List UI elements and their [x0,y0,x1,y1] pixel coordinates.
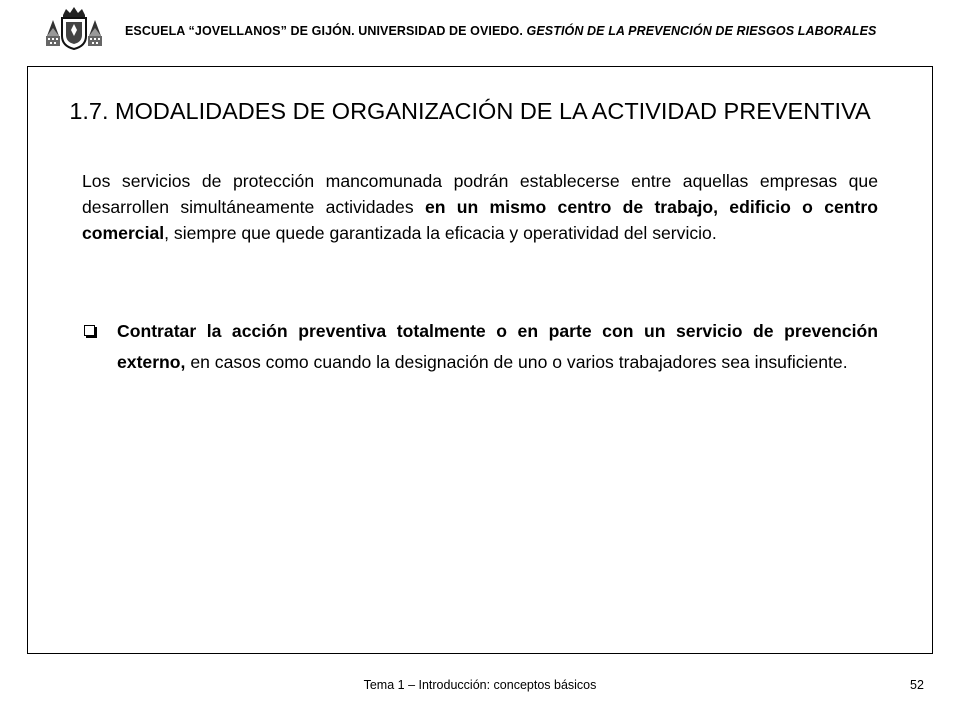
header-school: ESCUELA “JOVELLANOS” DE GIJÓN. UNIVERSIDAD DE OVIEDO. [125,24,523,38]
slide-title: 1.7. MODALIDADES DE ORGANIZACIÓN DE LA ACTIVIDAD PREVENTIVA [69,98,871,124]
intro-text-1: Los servicios de protección mancomunada podrán establecerse entre aquellas empresas que desarrollen simultáneamente actividades [82,171,878,217]
bullet-rest: en casos como cuando la designación de uno o varios trabajadores sea insuficiente. [185,352,848,372]
intro-paragraph [82,168,878,246]
intro-bold: en un mismo centro de trabajo, edificio o centro comercial [82,197,878,243]
bullet-text [117,316,878,378]
intro-text-2: , siempre que quede garantizada la eficacia y operatividad del servicio. [164,223,717,243]
checkbox-bullet-icon [84,325,95,336]
bullet-item [82,316,878,378]
university-crest-icon [44,6,104,50]
footer-topic: Tema 1 – Introducción: conceptos básicos [363,678,597,692]
page-number: 52 [910,678,924,692]
bullet-bold: Contratar la acción preventiva totalmente o en parte con un servicio de prevención externo, [117,321,878,372]
document-header [125,24,925,38]
header-course: GESTIÓN DE LA PREVENCIÓN DE RIESGOS LABORALES [526,24,877,38]
